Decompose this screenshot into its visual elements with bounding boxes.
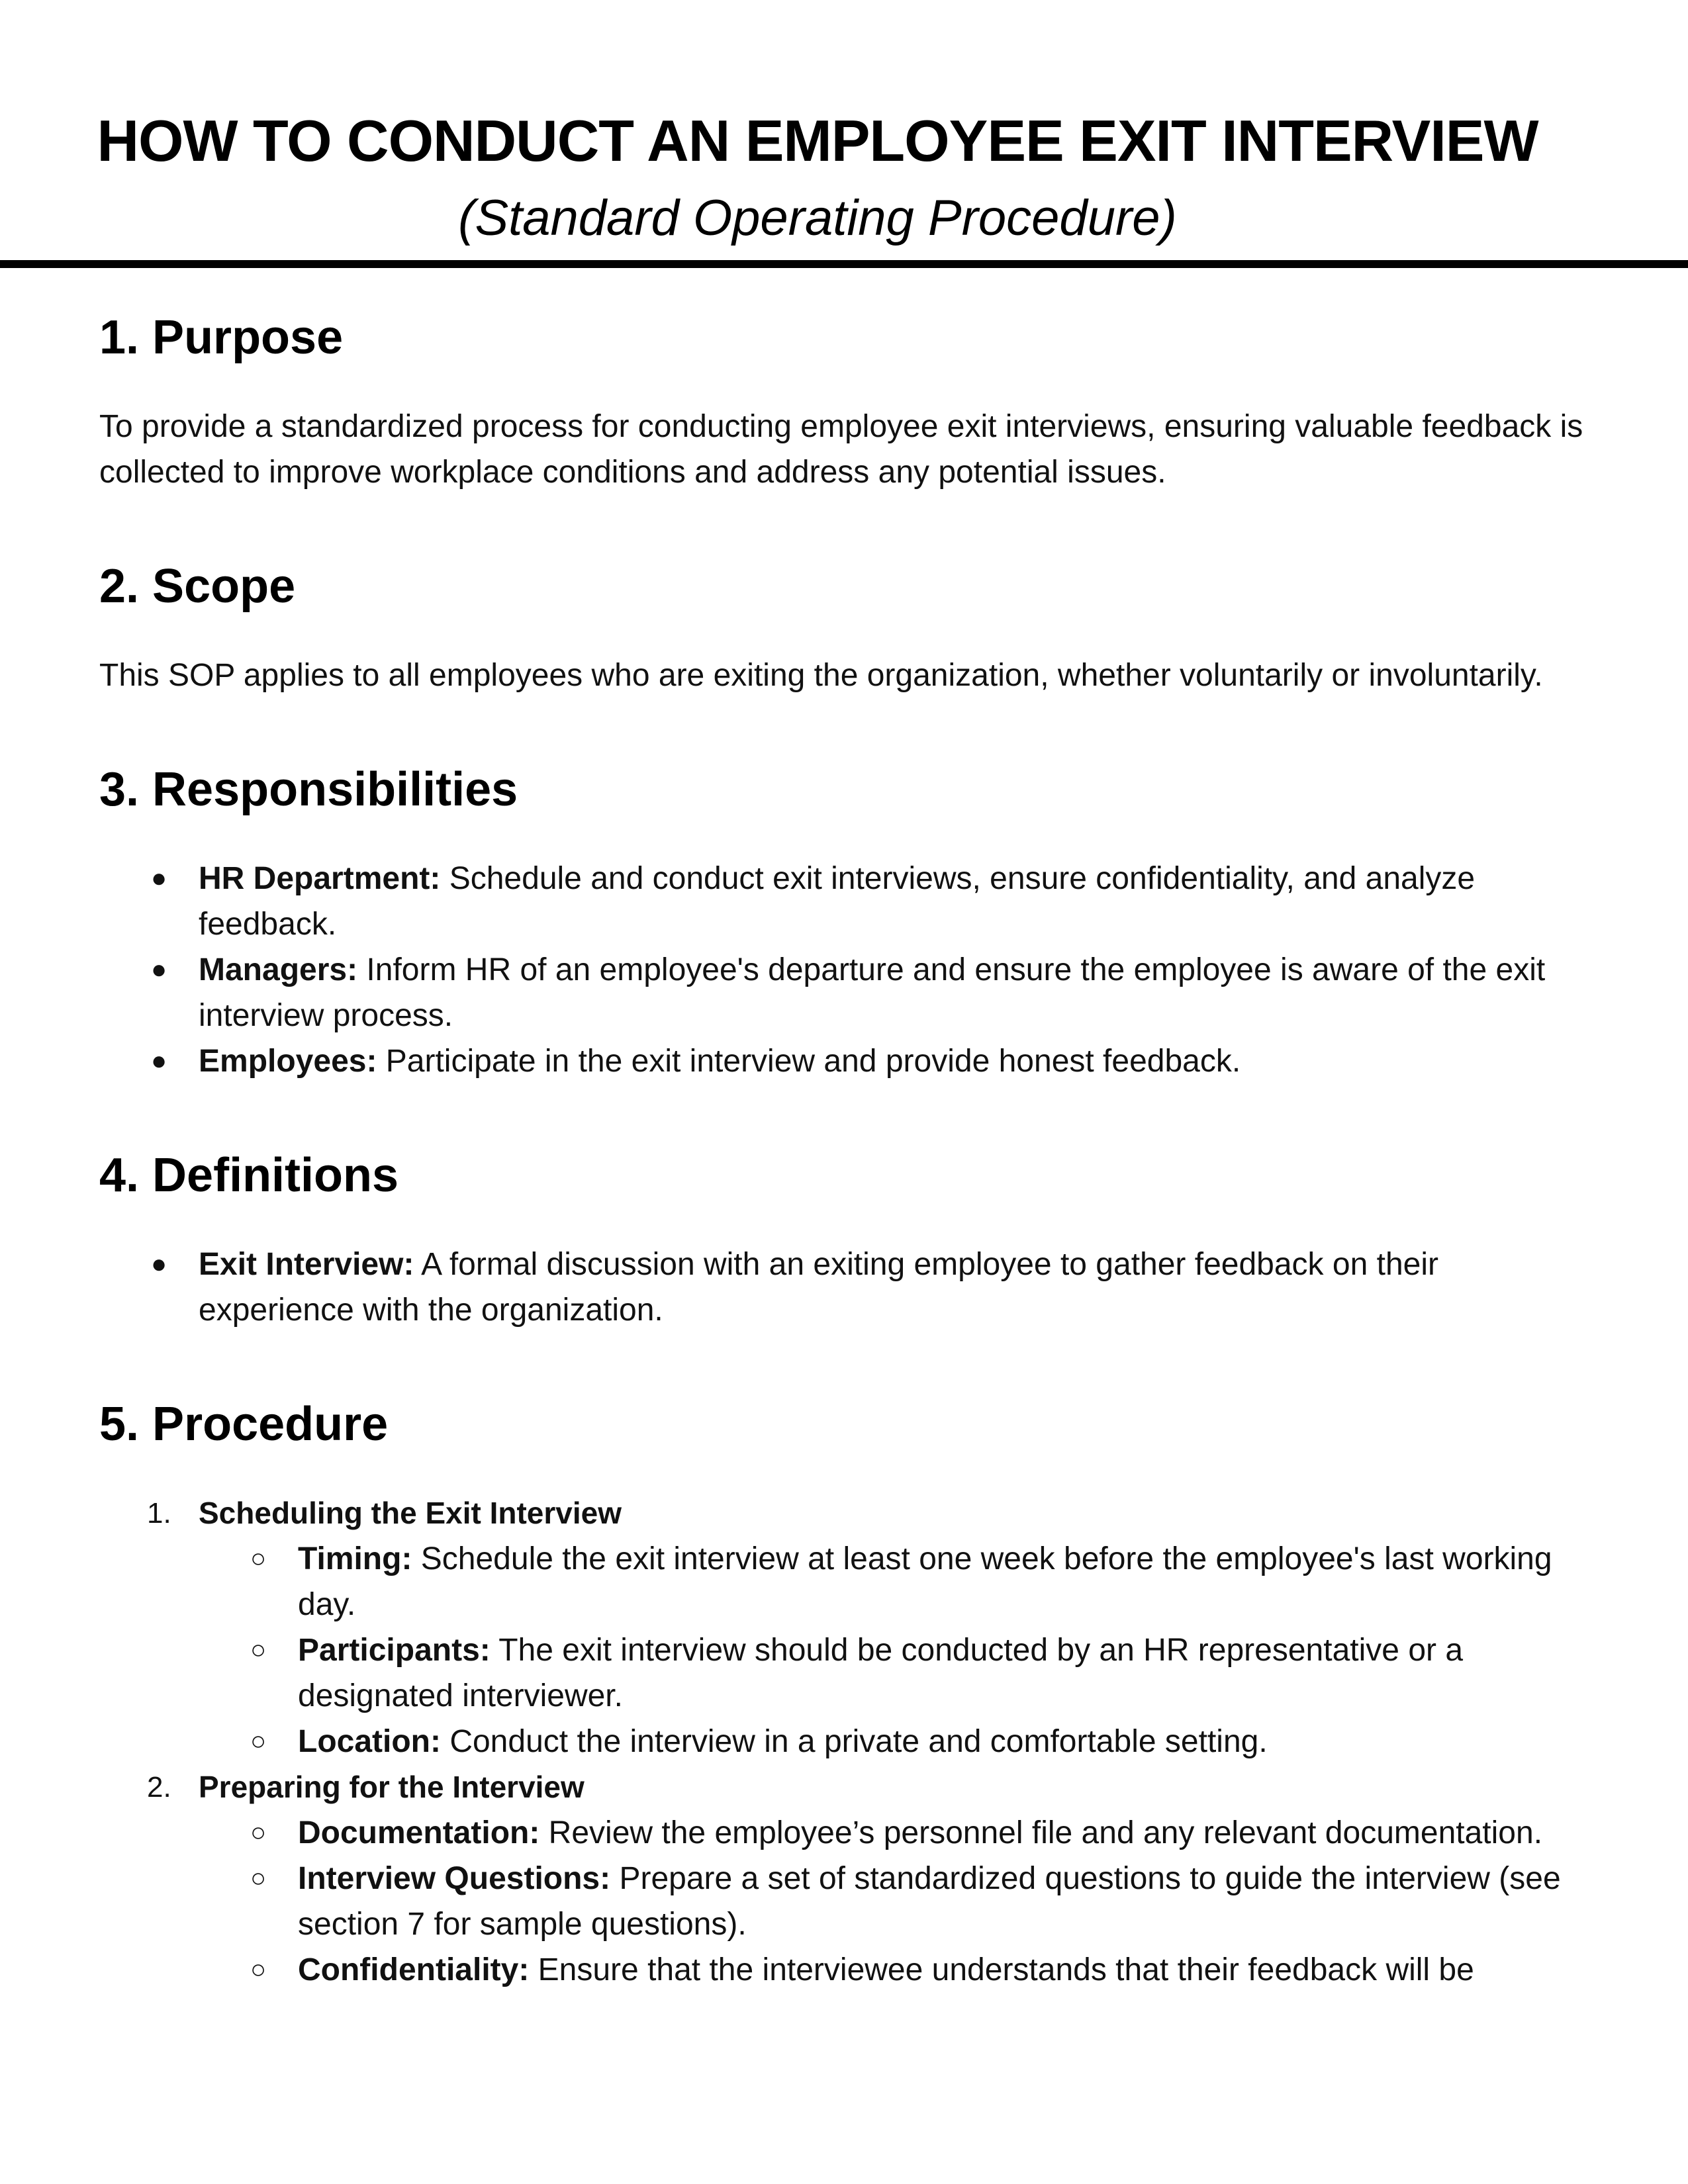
procedure-step [99, 1490, 1589, 1764]
section-heading-definitions: 4. Definitions [99, 1149, 399, 1202]
item-description: Conduct the interview in a private and comfortable setting. [440, 1724, 1268, 1759]
section-heading-procedure: 5. Procedure [99, 1398, 389, 1451]
bullet-icon: ● [151, 864, 167, 893]
item-description: Ensure that the interviewee understands that their feedback will be [529, 1952, 1474, 1987]
list-item [99, 947, 1589, 1038]
document-subtitle: (Standard Operating Procedure) [458, 190, 1177, 246]
sub-list-item [99, 1947, 1589, 1993]
procedure-steps [99, 1490, 1589, 1993]
step-number: 2. [147, 1771, 171, 1803]
circle-bullet-icon: ○ [250, 1955, 267, 1984]
sub-list-item [99, 1856, 1589, 1947]
item-term: Employees: [199, 1044, 377, 1079]
section-heading-scope: 2. Scope [99, 560, 296, 613]
item-term: Managers: [199, 952, 358, 987]
item-term: Exit Interview: [199, 1247, 414, 1282]
circle-bullet-icon: ○ [250, 1544, 267, 1573]
item-description: A formal discussion with an exiting employee to gather feedback on their experience with the organization. [199, 1247, 1438, 1328]
item-description: Schedule and conduct exit interviews, ensure confidentiality, and analyze feedback. [199, 861, 1476, 942]
procedure-step [99, 1764, 1589, 1993]
step-sub-list [99, 1536, 1589, 1764]
item-description: Schedule the exit interview at least one week before the employee's last working day. [298, 1541, 1552, 1622]
step-title: Scheduling the Exit Interview [199, 1496, 622, 1530]
sub-list-item [99, 1810, 1589, 1856]
item-description: Inform HR of an employee's departure and ensure the employee is aware of the exit interview process. [199, 952, 1546, 1033]
circle-bullet-icon: ○ [250, 1818, 267, 1847]
bullet-icon: ● [151, 955, 167, 984]
item-term: Timing: [298, 1541, 412, 1576]
item-term: Participants: [298, 1633, 491, 1668]
section-definitions [99, 1139, 1589, 1333]
section-heading-responsibilities: 3. Responsibilities [99, 763, 518, 816]
step-number: 1. [147, 1497, 171, 1529]
item-term: Confidentiality: [298, 1952, 530, 1987]
list-item [99, 1242, 1589, 1333]
bullet-icon: ● [151, 1046, 167, 1075]
sub-list-item [99, 1536, 1589, 1627]
purpose-text: To provide a standardized process for conducting employee exit interviews, ensuring valuable feedback is collected to improve workplace conditions and address any potential issues. [99, 409, 1583, 490]
item-description: Prepare a set of standardized questions to guide the interview (see section 7 for sample questions). [298, 1861, 1561, 1942]
document-title: HOW TO CONDUCT AN EMPLOYEE EXIT INTERVIEW [97, 108, 1538, 173]
bullet-icon: ● [151, 1250, 167, 1279]
section-responsibilities [99, 753, 1589, 1084]
responsibilities-list [99, 856, 1589, 1084]
header-divider [0, 260, 1688, 268]
step-sub-list [99, 1810, 1589, 1993]
sub-list-item [99, 1627, 1589, 1719]
list-item [99, 1038, 1589, 1084]
item-term: Interview Questions: [298, 1861, 611, 1896]
circle-bullet-icon: ○ [250, 1864, 267, 1893]
section-procedure [99, 1388, 1589, 1993]
item-term: Location: [298, 1724, 441, 1759]
section-scope [99, 550, 1589, 698]
item-term: Documentation: [298, 1815, 540, 1850]
item-description: Participate in the exit interview and provide honest feedback. [377, 1044, 1241, 1079]
circle-bullet-icon: ○ [250, 1727, 267, 1756]
item-description: Review the employee’s personnel file and any relevant documentation. [539, 1815, 1543, 1850]
document-body [99, 301, 1589, 1993]
definitions-list [99, 1242, 1589, 1333]
scope-text: This SOP applies to all employees who are exiting the organization, whether voluntarily or involuntarily. [99, 658, 1543, 693]
sub-list-item [99, 1719, 1589, 1764]
section-heading-purpose: 1. Purpose [99, 311, 344, 364]
item-description: The exit interview should be conducted by an HR representative or a designated interviewer. [298, 1633, 1464, 1713]
circle-bullet-icon: ○ [250, 1635, 267, 1664]
list-item [99, 856, 1589, 947]
item-term: HR Department: [199, 861, 441, 896]
step-title: Preparing for the Interview [199, 1770, 585, 1804]
section-purpose [99, 301, 1589, 495]
